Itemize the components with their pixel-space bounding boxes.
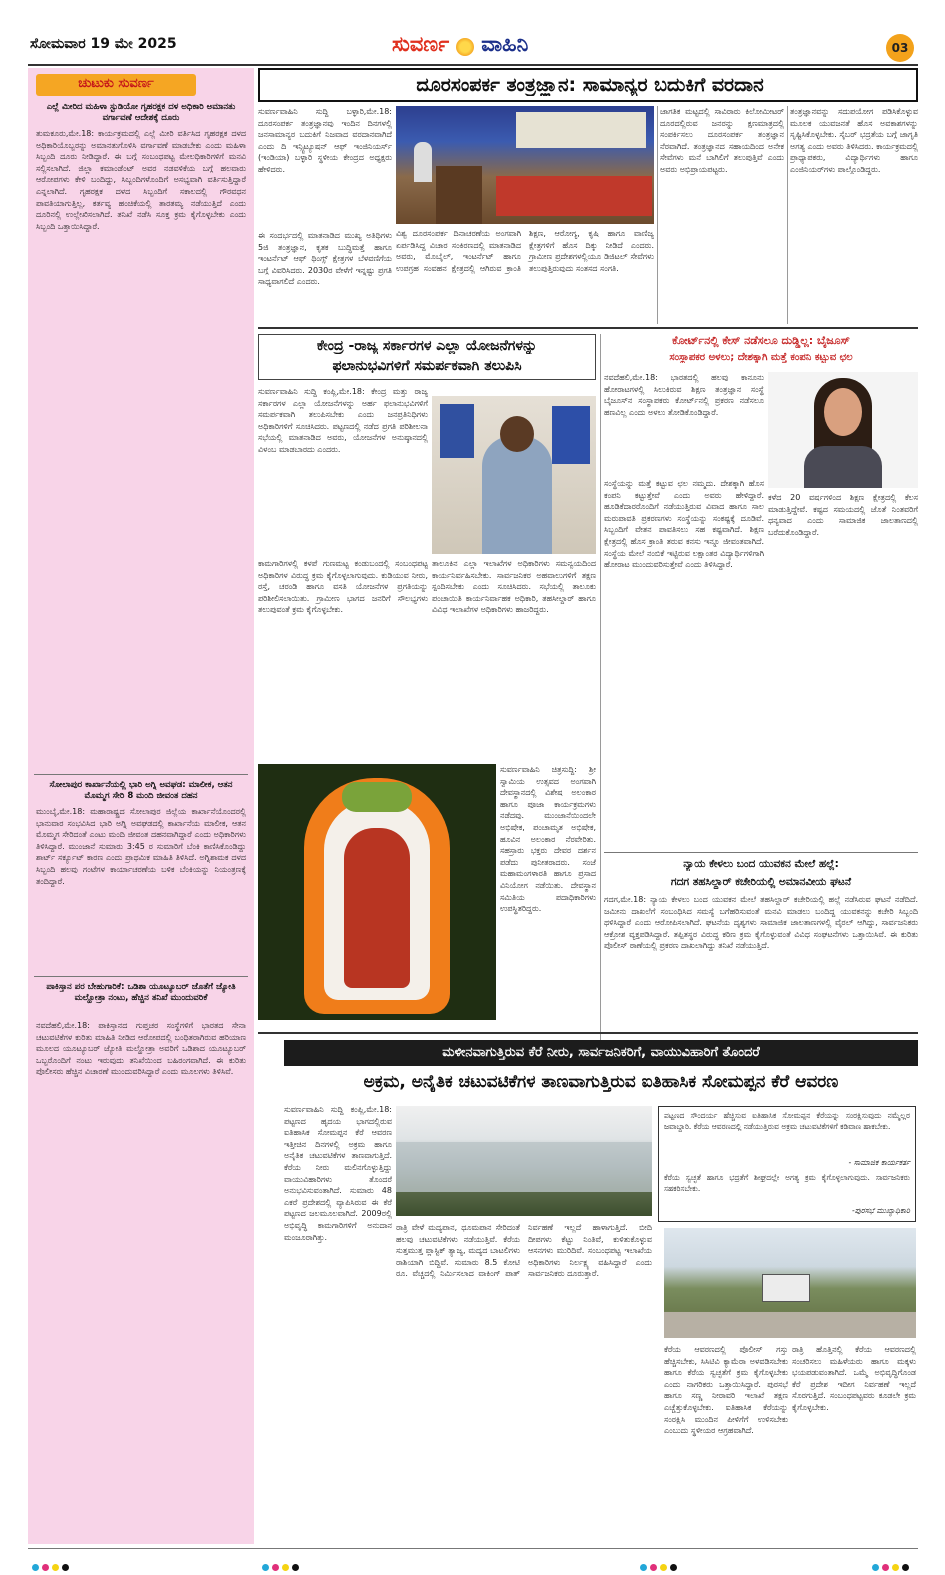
walking-path	[664, 1312, 916, 1338]
quote-2-attribution: -ಪುರಸಭೆ ಮುಖ್ಯಾಧಿಕಾರಿ	[851, 1206, 910, 1215]
footer-rule	[28, 1548, 918, 1549]
court-headline-1: ಕೋರ್ಟ್‌ನಲ್ಲಿ ಕೇಸ್ ನಡೆಸಲೂ ದುಡ್ಡಿಲ್ಲ: ಬೈಜೂಸ್	[672, 334, 850, 347]
official-photo	[432, 396, 596, 554]
lake-body-4: ರಾತ್ರಿ ಹೊತ್ತಿನಲ್ಲಿ ಕೆರೆಯ ಆವರಣದಲ್ಲಿ ಸಂಚರಿಸಲು ಮಹಿಳೆಯರು ಹಾಗೂ ಮಕ್ಕಳು ಭಯಪಡುವಂತಾಗಿದೆ. ಒಮ್ಮೆ ಅಭಿವೃದ್ಧಿಗೊಂಡ ಕೆರೆ ಪ್ರದೇಶ ಇದೀಗ ನಿರ್ವಹಣೆ ಇಲ್ಲದೆ ಸೊರಗುತ್ತಿದೆ. ಸಂಬಂಧಪಟ್ಟವರು ಕೂಡಲೇ ಕ್ರಮ ಕೈಗೊಳ್ಳಬೇಕು.	[792, 1345, 916, 1412]
lake-water	[396, 1142, 652, 1192]
brand-name-right: ವಾಹಿನಿ	[481, 32, 529, 56]
lake-headline: ಅಕ್ರಮ, ಅನೈತಿಕ ಚಟುವಟಿಕೆಗಳ ತಾಣವಾಗುತ್ತಿರುವ ಐತಿಹಾಸಿಕ ಸೋಮಪ್ಪನ ಕೆರೆ ಆವರಣ	[363, 1072, 839, 1092]
yojane-headline-1: ಕೇಂದ್ರ -ರಾಜ್ಯ ಸರ್ಕಾರಗಳ ಎಲ್ಲಾ ಯೋಜನೆಗಳನ್ನು	[316, 338, 538, 354]
sun-icon	[456, 38, 474, 56]
sidebar-story-3-head: ಪಾಕಿಸ್ತಾನ ಪರ ಬೇಹುಗಾರಿಕೆ: ಒಡಿಶಾ ಯೂಟ್ಯೂಬರ್ ಜೊತೆಗೆ ಜ್ಯೋತಿ ಮಲ್ಹೋತ್ರಾ ನಂಟು, ಹೆಚ್ಚಿನ ತನಿಖೆ ಮುಂದುವರಿಕೆ	[46, 982, 236, 1003]
sidebar-story-2-body: ಮುಂಬೈ,ಮೇ.18: ಮಹಾರಾಷ್ಟ್ರದ ಸೋಲಾಪುರ ಜಿಲ್ಲೆಯ ಕಾರ್ಖಾನೆಯೊಂದರಲ್ಲಿ ಭಾನುವಾರ ಸಂಭವಿಸಿದ ಭಾರಿ ಅಗ್ನಿ ಅವಘಡದಲ್ಲಿ ಕಾರ್ಖಾನೆಯ ಮಾಲೀಕ, ಆತನ ಮೊಮ್ಮಗ ಸೇರಿದಂತೆ ಎಂಟು ಮಂದಿ ಜೀವಂತ ದಹನವಾಗಿದ್ದಾರೆ ಎಂದು ಅಧಿಕಾರಿಗಳು ತಿಳಿಸಿದ್ದಾರೆ. ಮುಂಜಾನೆ ಸುಮಾರು 3:45 ರ ಸುಮಾರಿಗೆ ಬೆಂಕಿ ಕಾಣಿಸಿಕೊಂಡಿದ್ದು ಶಾರ್ಟ್ ಸರ್ಕ್ಯೂಟ್ ಕಾರಣ ಎಂದು ಪ್ರಾಥಮಿಕ ಮಾಹಿತಿ ತಿಳಿಸಿದೆ. ಅಗ್ನಿಶಾಮಕ ದಳದ ಸಿಬ್ಬಂದಿ ಹಲವು ಗಂಟೆಗಳ ಕಾರ್ಯಾಚರಣೆಯ ಬಳಿಕ ಬೆಂಕಿಯನ್ನು ನಿಯಂತ್ರಣಕ್ಕೆ ತಂದಿದ್ದಾರೆ.	[36, 807, 246, 886]
registration-dots-left	[32, 1556, 72, 1575]
lake-body-2: ರಾತ್ರಿ ವೇಳೆ ಮದ್ಯಪಾನ, ಧೂಮಪಾನ ಸೇರಿದಂತೆ ಹಲವು ಚಟುವಟಿಕೆಗಳು ನಡೆಯುತ್ತಿವೆ. ಕೆರೆಯ ಸುತ್ತಮುತ್ತ ಪ್ಲಾಸ್ಟಿಕ್ ತ್ಯಾಜ್ಯ, ಮದ್ಯದ ಬಾಟಲಿಗಳು ರಾಶಿಯಾಗಿ ಬಿದ್ದಿವೆ. ಸುಮಾರು 8.5 ಕೋಟಿ ರೂ. ವೆಚ್ಚದಲ್ಲಿ ನಿರ್ಮಿಸಲಾದ ವಾಕಿಂಗ್ ಪಾತ್ ನಿರ್ವಹಣೆ ಇಲ್ಲದೆ ಹಾಳಾಗುತ್ತಿದೆ. ಬೀದಿ ದೀಪಗಳು ಕೆಟ್ಟು ನಿಂತಿವೆ, ಕುಳಿತುಕೊಳ್ಳುವ ಆಸನಗಳು ಮುರಿದಿವೆ. ಸಂಬಂಧಪಟ್ಟ ಇಲಾಖೆಯ ಅಧಿಕಾರಿಗಳು ನಿರ್ಲಕ್ಷ್ಯ ವಹಿಸಿದ್ದಾರೆ ಎಂದು ಸಾರ್ವಜನಿಕರು ದೂರುತ್ತಾರೆ.	[396, 1223, 652, 1279]
sidebar-story-3-body: ನವದೆಹಲಿ,ಮೇ.18: ಪಾಕಿಸ್ತಾನದ ಗುಪ್ತಚರ ಸಂಸ್ಥೆಗಳಿಗೆ ಭಾರತದ ಸೇನಾ ಚಟುವಟಿಕೆಗಳ ಕುರಿತು ಮಾಹಿತಿ ನೀಡಿದ ಆರೋಪದಲ್ಲಿ ಬಂಧಿತರಾಗಿರುವ ಹರಿಯಾಣ ಮೂಲದ ಯೂಟ್ಯೂಬರ್ ಜ್ಯೋತಿ ಮಲ್ಹೋತ್ರಾ ಅವರಿಗೆ ಒಡಿಶಾದ ಯೂಟ್ಯೂಬರ್ ಒಬ್ಬರೊಂದಿಗೆ ನಂಟು ಇರುವುದು ತನಿಖೆಯಿಂದ ಬಹಿರಂಗವಾಗಿದೆ. ಈ ಕುರಿತು ಪೊಲೀಸರು ಹೆಚ್ಚಿನ ವಿಚಾರಣೆ ಮುಂದುವರಿಸಿದ್ದಾರೆ ಎಂದು ಮೂಲಗಳು ತಿಳಿಸಿವೆ.	[36, 1021, 246, 1077]
green-fruits	[342, 782, 412, 812]
official-head	[500, 416, 534, 452]
sidebar-story-1-head: ಎಲ್ಲೆ ಮೀರಿದ ಮಹಿಳಾ ಸ್ಟುಡಿಯೋ ಗೃಹರಕ್ಷಕ ದಳ ಅಧಿಕಾರಿ ಅಮಾನತು ವರ್ಗಾವಣೆ ಆದೇಶಕ್ಕೆ ದೂರು	[46, 102, 236, 123]
deity-figure	[344, 828, 410, 988]
yojane-body-3: ತಾಲೂಕಿನ ಎಲ್ಲಾ ಇಲಾಖೆಗಳ ಅಧಿಕಾರಿಗಳು ಸಮನ್ವಯದಿಂದ ಕಾರ್ಯನಿರ್ವಹಿಸಬೇಕು. ಸಾರ್ವಜನಿಕರ ಅಹವಾಲುಗಳಿಗೆ ತಕ್ಷಣ ಸ್ಪಂದಿಸಬೇಕು ಎಂದು ಸೂಚಿಸಿದರು. ಸಭೆಯಲ್ಲಿ ತಾಲೂಕು ಪಂಚಾಯಿತಿ ಕಾರ್ಯನಿರ್ವಾಹಕ ಅಧಿಕಾರಿ, ತಹಸೀಲ್ದಾರ್ ಹಾಗೂ ವಿವಿಧ ಇಲಾಖೆಗಳ ಅಧಿಕಾರಿಗಳು ಹಾಜರಿದ್ದರು.	[432, 559, 596, 615]
lake-body-3: ಕೆರೆಯ ಆವರಣದಲ್ಲಿ ಪೊಲೀಸ್ ಗಸ್ತು ಹೆಚ್ಚಿಸಬೇಕು, ಸಿಸಿಟಿವಿ ಕ್ಯಾಮೆರಾ ಅಳವಡಿಸಬೇಕು ಹಾಗೂ ಕೆರೆಯ ಸ್ವಚ್ಛತೆಗೆ ಕ್ರಮ ಕೈಗೊಳ್ಳಬೇಕು ಎಂದು ನಾಗರಿಕರು ಒತ್ತಾಯಿಸಿದ್ದಾರೆ. ಪುರಸಭೆ ಹಾಗೂ ಸಣ್ಣ ನೀರಾವರಿ ಇಲಾಖೆ ತಕ್ಷಣ ಎಚ್ಚೆತ್ತುಕೊಳ್ಳಬೇಕು. ಐತಿಹಾಸಿಕ ಕೆರೆಯನ್ನು ಸಂರಕ್ಷಿಸಿ ಮುಂದಿನ ಪೀಳಿಗೆಗೆ ಉಳಿಸಬೇಕು ಎಂಬುದು ಸ್ಥಳೀಯರ ಆಗ್ರಹವಾಗಿದೆ.	[664, 1345, 788, 1436]
table-guests	[496, 176, 652, 216]
temple-deity-photo	[258, 764, 496, 1020]
quote-1-attribution: - ಸಾಮಾಜಿಕ ಕಾರ್ಯಕರ್ತ	[848, 1158, 910, 1167]
brand-name-left: ಸುವರ್ಣ	[392, 32, 450, 56]
upper-section-rule	[258, 1032, 918, 1034]
lead-col-rule-1	[657, 106, 658, 324]
court-body-2: ಸಂಸ್ಥೆಯನ್ನು ಮತ್ತೆ ಕಟ್ಟುವ ಛಲ ನಮ್ಮದು. ದೇಶಕ್ಕಾಗಿ ಹೊಸ ಕಂಪನಿ ಕಟ್ಟುತ್ತೇವೆ ಎಂದು ಅವರು ಹೇಳಿದ್ದಾರೆ. ಹೂಡಿಕೆದಾರರೊಂದಿಗೆ ನಡೆಯುತ್ತಿರುವ ವಿವಾದ ಹಾಗೂ ಸಾಲ ಮರುಪಾವತಿ ಪ್ರಕರಣಗಳು ಸಂಸ್ಥೆಯನ್ನು ಸಂಕಷ್ಟಕ್ಕೆ ದೂಡಿವೆ. ಸಿಬ್ಬಂದಿಗೆ ವೇತನ ಪಾವತಿಸಲು ಸಹ ಕಷ್ಟವಾಗಿದೆ. ಶಿಕ್ಷಣ ಕ್ಷೇತ್ರದಲ್ಲಿ ಹೊಸ ಕ್ರಾಂತಿ ತರುವ ಕನಸು ಇನ್ನೂ ಜೀವಂತವಾಗಿದೆ. ಸಂಸ್ಥೆಯ ಮೇಲೆ ನಂಬಿಕೆ ಇಟ್ಟಿರುವ ಲಕ್ಷಾಂತರ ವಿದ್ಯಾರ್ಥಿಗಳಿಗಾಗಿ ಹೋರಾಟ ಮುಂದುವರಿಸುತ್ತೇವೆ ಎಂದು ತಿಳಿಸಿದ್ದಾರೆ.	[604, 479, 764, 570]
sidebar-chutuku	[28, 68, 254, 1544]
page-number-text: 03	[891, 41, 909, 55]
founder-photo	[768, 372, 918, 488]
lead-bottom-rule	[258, 327, 918, 329]
registration-dots-center-left	[262, 1556, 302, 1575]
masthead	[28, 30, 918, 64]
yojane-body-1: ಸುವರ್ಣವಾಹಿನಿ ಸುದ್ದಿ ಕಂಪ್ಲಿ,ಮೇ.18: ಕೇಂದ್ರ ಮತ್ತು ರಾಜ್ಯ ಸರ್ಕಾರಗಳ ಎಲ್ಲಾ ಯೋಜನೆಗಳನ್ನು ಅರ್ಹ ಫಲಾನುಭವಿಗಳಿಗೆ ಸಮರ್ಪಕವಾಗಿ ತಲುಪಿಸಬೇಕು ಎಂದು ಜನಪ್ರತಿನಿಧಿಗಳು ಅಧಿಕಾರಿಗಳಿಗೆ ಸೂಚಿಸಿದರು. ಪಟ್ಟಣದಲ್ಲಿ ನಡೆದ ಪ್ರಗತಿ ಪರಿಶೀಲನಾ ಸಭೆಯಲ್ಲಿ ಮಾತನಾಡಿದ ಅವರು, ಯೋಜನೆಗಳ ಅನುಷ್ಠಾನದಲ್ಲಿ ವಿಳಂಬ ಮಾಡಬಾರದು ಎಂದರು.	[258, 387, 428, 454]
lead-body-4: ತಂತ್ರಜ್ಞಾನವನ್ನು ಸದುಪಯೋಗ ಪಡಿಸಿಕೊಳ್ಳುವ ಮೂಲಕ ಯುವಜನತೆ ಹೊಸ ಅವಕಾಶಗಳನ್ನು ಸೃಷ್ಟಿಸಿಕೊಳ್ಳಬೇಕು. ಸೈಬರ್ ಭದ್ರತೆಯ ಬಗ್ಗೆ ಜಾಗೃತಿ ಅಗತ್ಯ ಎಂದು ಅವರು ತಿಳಿಸಿದರು. ಕಾರ್ಯಕ್ರಮದಲ್ಲಿ ಪ್ರಾಧ್ಯಾಪಕರು, ವಿದ್ಯಾರ್ಥಿಗಳು ಹಾಗೂ ಎಂಜಿನಿಯರ್‌ಗಳು ಪಾಲ್ಗೊಂಡಿದ್ದರು.	[790, 107, 918, 174]
lead-body-1: ಸುವರ್ಣವಾಹಿನಿ ಸುದ್ದಿ ಬಳ್ಳಾರಿ,ಮೇ.18: ದೂರಸಂಪರ್ಕ ತಂತ್ರಜ್ಞಾನವು ಇಂದಿನ ದಿನಗಳಲ್ಲಿ ಜನಸಾಮಾನ್ಯರ ಬದುಕಿಗೆ ನಿಜವಾದ ವರದಾನವಾಗಿದೆ ಎಂದು ದಿ ಇನ್ಸ್ಟಿಟ್ಯೂಷನ್ ಆಫ್ ಇಂಜಿನಿಯರ್ಸ್ (ಇಂಡಿಯಾ) ಬಳ್ಳಾರಿ ಸ್ಥಳೀಯ ಕೇಂದ್ರದ ಅಧ್ಯಕ್ಷರು ಹೇಳಿದರು.	[258, 107, 392, 174]
temple-caption: ಸುವರ್ಣವಾಹಿನಿ ಚಿತ್ರಸುದ್ದಿ: ಶ್ರೀ ಸ್ವಾಮಿಯ ಉತ್ಸವದ ಅಂಗವಾಗಿ ದೇವಸ್ಥಾನದಲ್ಲಿ ವಿಶೇಷ ಅಲಂಕಾರ ಹಾಗೂ ಪೂಜಾ ಕಾರ್ಯಕ್ರಮಗಳು ನಡೆದವು. ಮುಂಜಾನೆಯಿಂದಲೇ ಅಭಿಷೇಕ, ಪಂಚಾಮೃತ ಅಭಿಷೇಕ, ಹೂವಿನ ಅಲಂಕಾರ ನೆರವೇರಿತು. ಸಹಸ್ರಾರು ಭಕ್ತರು ದೇವರ ದರ್ಶನ ಪಡೆದು ಪುನೀತರಾದರು. ಸಂಜೆ ಮಹಾಮಂಗಳಾರತಿ ಹಾಗೂ ಪ್ರಸಾದ ವಿನಿಯೋಗ ನಡೆಯಿತು. ದೇವಸ್ಥಾನ ಸಮಿತಿಯ ಪದಾಧಿಕಾರಿಗಳು ಉಪಸ್ಥಿತರಿದ್ದರು.	[500, 765, 596, 914]
photo-frame-right	[552, 406, 590, 464]
court-headline-2: ಸಂಸ್ಥಾಪಕರ ಅಳಲು; ದೇಶಕ್ಕಾಗಿ ಮತ್ತೆ ಕಂಪನಿ ಕಟ್ಟುವ ಛಲ	[669, 352, 853, 363]
official-figure	[482, 436, 552, 554]
lead-body-5: ಈ ಸಂದರ್ಭದಲ್ಲಿ ಮಾತನಾಡಿದ ಮುಖ್ಯ ಅತಿಥಿಗಳು 5ಜಿ ತಂತ್ರಜ್ಞಾನ, ಕೃತಕ ಬುದ್ಧಿಮತ್ತೆ ಹಾಗೂ ಇಂಟರ್ನೆಟ್ ಆಫ್ ಥಿಂಗ್ಸ್ ಕ್ಷೇತ್ರಗಳ ಬೆಳವಣಿಗೆಯ ಬಗ್ಗೆ ವಿವರಿಸಿದರು. 2030ರ ವೇಳೆಗೆ ಇನ್ನಷ್ಟು ಪ್ರಗತಿ ಸಾಧ್ಯವಾಗಲಿದೆ ಎಂದರು.	[258, 231, 392, 287]
attack-headline-2: ಗದಗ ತಹಸಿಲ್ದಾರ್ ಕಚೇರಿಯಲ್ಲಿ ಅಮಾನವೀಯ ಘಟನೆ	[670, 876, 852, 888]
yojane-headline-2: ಫಲಾನುಭವಿಗಳಿಗೆ ಸಮರ್ಪಕವಾಗಿ ತಲುಪಿಸಿ	[332, 358, 522, 374]
sidebar-banner-text: ಚುಟುಕು ಸುವರ್ಣ	[78, 76, 154, 91]
sidebar-divider-2	[34, 976, 248, 977]
middle-col-rule	[600, 334, 601, 1060]
founder-dress	[804, 446, 882, 488]
attack-body: ಗದಗ,ಮೇ.18: ನ್ಯಾಯ ಕೇಳಲು ಬಂದ ಯುವಕನ ಮೇಲೆ ತಹಸಿಲ್ದಾರ್ ಕಚೇರಿಯಲ್ಲಿ ಹಲ್ಲೆ ನಡೆಸಿರುವ ಘಟನೆ ನಡೆದಿದೆ. ಜಮೀನು ದಾಖಲೆಗೆ ಸಂಬಂಧಿಸಿದ ಸಮಸ್ಯೆ ಬಗೆಹರಿಸುವಂತೆ ಮನವಿ ಮಾಡಲು ಬಂದಿದ್ದ ಯುವಕನನ್ನು ಕಚೇರಿ ಸಿಬ್ಬಂದಿ ಥಳಿಸಿದ್ದಾರೆ ಎಂದು ಆರೋಪಿಸಲಾಗಿದೆ. ಘಟನೆಯ ದೃಶ್ಯಗಳು ಸಾಮಾಜಿಕ ಜಾಲತಾಣಗಳಲ್ಲಿ ವೈರಲ್ ಆಗಿದ್ದು, ಸಾರ್ವಜನಿಕರು ಆಕ್ರೋಶ ವ್ಯಕ್ತಪಡಿಸಿದ್ದಾರೆ. ತಪ್ಪಿತಸ್ಥರ ವಿರುದ್ಧ ಕಠಿಣ ಕ್ರಮ ಕೈಗೊಳ್ಳುವಂತೆ ವಿವಿಧ ಸಂಘಟನೆಗಳು ಒತ್ತಾಯಿಸಿವೆ. ಈ ಕುರಿತು ಪೊಲೀಸ್ ಠಾಣೆಯಲ್ಲಿ ಪ್ರಕರಣ ದಾಖಲಾಗಿದ್ದು ತನಿಖೆ ನಡೆಯುತ್ತಿದೆ.	[604, 895, 918, 951]
issue-date: ಸೋಮವಾರ 19 ಮೇ 2025	[30, 36, 177, 52]
registration-dots-right	[872, 1556, 912, 1575]
lead-body-3: ಜಾಗತಿಕ ಮಟ್ಟದಲ್ಲಿ ಸಾವಿರಾರು ಕಿಲೋಮೀಟರ್ ದೂರದಲ್ಲಿರುವ ಜನರನ್ನು ಕ್ಷಣಮಾತ್ರದಲ್ಲಿ ಸಂಪರ್ಕಿಸಲು ದೂರಸಂಪರ್ಕ ತಂತ್ರಜ್ಞಾನ ನೆರವಾಗಿದೆ. ತಂತ್ರಜ್ಞಾನದ ಸಹಾಯದಿಂದ ಅನೇಕ ಸೇವೆಗಳು ಮನೆ ಬಾಗಿಲಿಗೆ ತಲುಪುತ್ತಿವೆ ಎಂದು ಅವರು ಅಭಿಪ್ರಾಯಪಟ್ಟರು.	[660, 107, 784, 174]
registration-dots-center-right	[640, 1556, 680, 1575]
sidebar-story-2-head: ಸೋಲಾಪುರ ಕಾರ್ಖಾನೆಯಲ್ಲಿ ಭಾರಿ ಅಗ್ನಿ ಅವಘಡ: ಮಾಲೀಕ, ಆತನ ಮೊಮ್ಮಗ ಸೇರಿ 8 ಮಂದಿ ಜೀವಂತ ದಹನ	[49, 780, 233, 801]
court-bottom-rule	[604, 852, 918, 853]
lake-body-1: ಸುವರ್ಣವಾಹಿನಿ ಸುದ್ದಿ ಕಂಪ್ಲಿ,ಮೇ.18: ಪಟ್ಟಣದ ಹೃದಯ ಭಾಗದಲ್ಲಿರುವ ಐತಿಹಾಸಿಕ ಸೋಮಪ್ಪನ ಕೆರೆ ಆವರಣ ಇತ್ತೀಚಿನ ದಿನಗಳಲ್ಲಿ ಅಕ್ರಮ ಹಾಗೂ ಅನೈತಿಕ ಚಟುವಟಿಕೆಗಳ ತಾಣವಾಗುತ್ತಿದೆ. ಕೆರೆಯ ನೀರು ಮಲಿನಗೊಳ್ಳುತ್ತಿದ್ದು ವಾಯುವಿಹಾರಿಗಳು ತೊಂದರೆ ಅನುಭವಿಸುವಂತಾಗಿದೆ. ಸುಮಾರು 48 ಎಕರೆ ಪ್ರದೇಶದಲ್ಲಿ ವ್ಯಾಪಿಸಿರುವ ಈ ಕೆರೆ ಪಟ್ಟಣದ ಜಲಮೂಲವಾಗಿದೆ. 2009ರಲ್ಲಿ ಅಭಿವೃದ್ಧಿ ಕಾಮಗಾರಿಗಳಿಗೆ ಅನುದಾನ ಮಂಜೂರಾಗಿತ್ತು.	[284, 1105, 392, 1242]
yojane-body-2: ಕಾಮಗಾರಿಗಳಲ್ಲಿ ಕಳಪೆ ಗುಣಮಟ್ಟ ಕಂಡುಬಂದಲ್ಲಿ ಸಂಬಂಧಪಟ್ಟ ಅಧಿಕಾರಿಗಳ ವಿರುದ್ಧ ಕ್ರಮ ಕೈಗೊಳ್ಳಲಾಗುವುದು. ಕುಡಿಯುವ ನೀರು, ರಸ್ತೆ, ಚರಂಡಿ ಹಾಗೂ ವಸತಿ ಯೋಜನೆಗಳ ಪ್ರಗತಿಯನ್ನು ಪರಿಶೀಲಿಸಲಾಯಿತು. ಗ್ರಾಮೀಣ ಭಾಗದ ಜನರಿಗೆ ಸೌಲಭ್ಯಗಳು ತಲುಪುವಂತೆ ಕ್ರಮ ಕೈಗೊಳ್ಳಬೇಕು.	[258, 559, 428, 615]
court-body-3: ಕಳೆದ 20 ವರ್ಷಗಳಿಂದ ಶಿಕ್ಷಣ ಕ್ಷೇತ್ರದಲ್ಲಿ ಕೆಲಸ ಮಾಡುತ್ತಿದ್ದೇವೆ. ಕಷ್ಟದ ಸಮಯದಲ್ಲಿ ಜೊತೆ ನಿಂತವರಿಗೆ ಧನ್ಯವಾದ ಎಂದು ಸಾಮಾಜಿಕ ಜಾಲತಾಣದಲ್ಲಿ ಬರೆದುಕೊಂಡಿದ್ದಾರೆ.	[768, 493, 918, 537]
quote-1: ಪಟ್ಟಣದ ಸೌಂದರ್ಯ ಹೆಚ್ಚಿಸುವ ಐತಿಹಾಸಿಕ ಸೋಮಪ್ಪನ ಕೆರೆಯನ್ನು ಸಂರಕ್ಷಿಸುವುದು ನಮ್ಮೆಲ್ಲರ ಜವಾಬ್ದಾರಿ. ಕೆರೆಯ ಆವರಣದಲ್ಲಿ ನಡೆಯುತ್ತಿರುವ ಅಕ್ರಮ ಚಟುವಟಿಕೆಗಳಿಗೆ ಕಡಿವಾಣ ಹಾಕಬೇಕು.	[664, 1111, 910, 1131]
bus	[762, 1274, 810, 1302]
lead-headline: ದೂರಸಂಪರ್ಕ ತಂತ್ರಜ್ಞಾನ: ಸಾಮಾನ್ಯರ ಬದುಕಿಗೆ ವರದಾನ	[416, 74, 764, 96]
seminar-photo	[396, 106, 654, 224]
brand-logo	[392, 32, 528, 60]
sidebar-story-1-body: ತುಮಕೂರು,ಮೇ.18: ಕಾರ್ಯಕ್ರಮದಲ್ಲಿ ಎಲ್ಲೆ ಮೀರಿ ವರ್ತಿಸಿದ ಗೃಹರಕ್ಷಕ ದಳದ ಅಧಿಕಾರಿಯೊಬ್ಬರನ್ನು ಅಮಾನತುಗೊಳಿಸಿ ವರ್ಗಾವಣೆ ಮಾಡಬೇಕು ಎಂದು ಮಹಿಳಾ ಸಿಬ್ಬಂದಿ ದೂರು ನೀಡಿದ್ದಾರೆ. ಈ ಬಗ್ಗೆ ಸಂಬಂಧಪಟ್ಟ ಮೇಲಧಿಕಾರಿಗಳಿಗೆ ಮನವಿ ಸಲ್ಲಿಸಲಾಗಿದೆ. ಜಿಲ್ಲಾ ಕಮಾಂಡೆಂಟ್ ಅವರ ನಡವಳಿಕೆಯ ಬಗ್ಗೆ ಹಲವಾರು ಆರೋಪಗಳು ಕೇಳಿ ಬಂದಿದ್ದು, ಸಿಬ್ಬಂದಿಗಳೊಂದಿಗೆ ಅಸಭ್ಯವಾಗಿ ವರ್ತಿಸುತ್ತಿದ್ದಾರೆ ಎನ್ನಲಾಗಿದೆ. ಗೃಹರಕ್ಷಕ ದಳದ ಸಿಬ್ಬಂದಿಗೆ ಸಕಾಲದಲ್ಲಿ ಗೌರವಧನ ಪಾವತಿಯಾಗುತ್ತಿಲ್ಲ, ಕರ್ತವ್ಯ ಹಂಚಿಕೆಯಲ್ಲಿ ತಾರತಮ್ಯ ನಡೆಯುತ್ತಿದೆ ಎಂದು ದೂರಿನಲ್ಲಿ ಉಲ್ಲೇಖಿಸಲಾಗಿದೆ. ತನಿಖೆ ನಡೆಸಿ ಸೂಕ್ತ ಕ್ರಮ ಕೈಗೊಳ್ಳಬೇಕು ಎಂದು ಸಿಬ್ಬಂದಿ ಒತ್ತಾಯಿಸಿದ್ದಾರೆ.	[36, 129, 246, 231]
lake-banner-text: ಮಳೀನವಾಗುತ್ತಿರುವ ಕೆರೆ ನೀರು, ಸಾರ್ವಜನಿಕರಿಗೆ, ವಾಯುವಿಹಾರಿಗೆ ತೊಂದರೆ	[442, 1045, 760, 1060]
founder-face	[824, 388, 862, 436]
sidebar-divider-1	[34, 774, 248, 775]
lake-path-photo	[664, 1228, 916, 1338]
lake-photo	[396, 1106, 652, 1216]
court-body-1: ನವದೆಹಲಿ,ಮೇ.18: ಭಾರತದಲ್ಲಿ ಹಲವು ಕಾನೂನು ಹೋರಾಟಗಳಲ್ಲಿ ಸಿಲುಕಿರುವ ಶಿಕ್ಷಣ ತಂತ್ರಜ್ಞಾನ ಸಂಸ್ಥೆ ಬೈಜೂಸ್‌ನ ಸಂಸ್ಥಾಪಕರು ಕೋರ್ಟ್‌ನಲ್ಲಿ ಪ್ರಕರಣ ನಡೆಸಲೂ ಹಣವಿಲ್ಲ ಎಂದು ಅಳಲು ತೋಡಿಕೊಂಡಿದ್ದಾರೆ.	[604, 373, 764, 417]
masthead-rule	[28, 64, 918, 66]
lead-body-2: ವಿಶ್ವ ದೂರಸಂಪರ್ಕ ದಿನಾಚರಣೆಯ ಅಂಗವಾಗಿ ಏರ್ಪಡಿಸಿದ್ದ ವಿಚಾರ ಸಂಕಿರಣದಲ್ಲಿ ಮಾತನಾಡಿದ ಅವರು, ಮೊಬೈಲ್, ಇಂಟರ್ನೆಟ್ ಹಾಗೂ ಉಪಗ್ರಹ ಸಂವಹನ ಕ್ಷೇತ್ರದಲ್ಲಿ ಆಗಿರುವ ಕ್ರಾಂತಿ ಶಿಕ್ಷಣ, ಆರೋಗ್ಯ, ಕೃಷಿ ಹಾಗೂ ವಾಣಿಜ್ಯ ಕ್ಷೇತ್ರಗಳಿಗೆ ಹೊಸ ದಿಕ್ಕು ನೀಡಿದೆ ಎಂದರು. ಗ್ರಾಮೀಣ ಪ್ರದೇಶಗಳಲ್ಲಿಯೂ ಡಿಜಿಟಲ್ ಸೇವೆಗಳು ತಲುಪುತ್ತಿರುವುದು ಸಂತಸದ ಸಂಗತಿ.	[396, 229, 654, 273]
podium	[436, 166, 482, 224]
seminar-banner	[516, 112, 646, 148]
lead-col-rule-2	[787, 106, 788, 324]
quote-2: ಕೆರೆಯ ಸ್ವಚ್ಛತೆ ಹಾಗೂ ಭದ್ರತೆಗೆ ಶೀಘ್ರದಲ್ಲೇ ಅಗತ್ಯ ಕ್ರಮ ಕೈಗೊಳ್ಳಲಾಗುವುದು. ಸಾರ್ವಜನಿಕರು ಸಹಕರಿಸಬೇಕು.	[664, 1173, 910, 1193]
photo-frame-left	[440, 404, 474, 458]
speaker	[414, 142, 432, 182]
attack-headline-1: ನ್ಯಾಯ ಕೇಳಲು ಬಂದ ಯುವಕನ ಮೇಲೆ ಹಲ್ಲೆ:	[683, 858, 839, 870]
